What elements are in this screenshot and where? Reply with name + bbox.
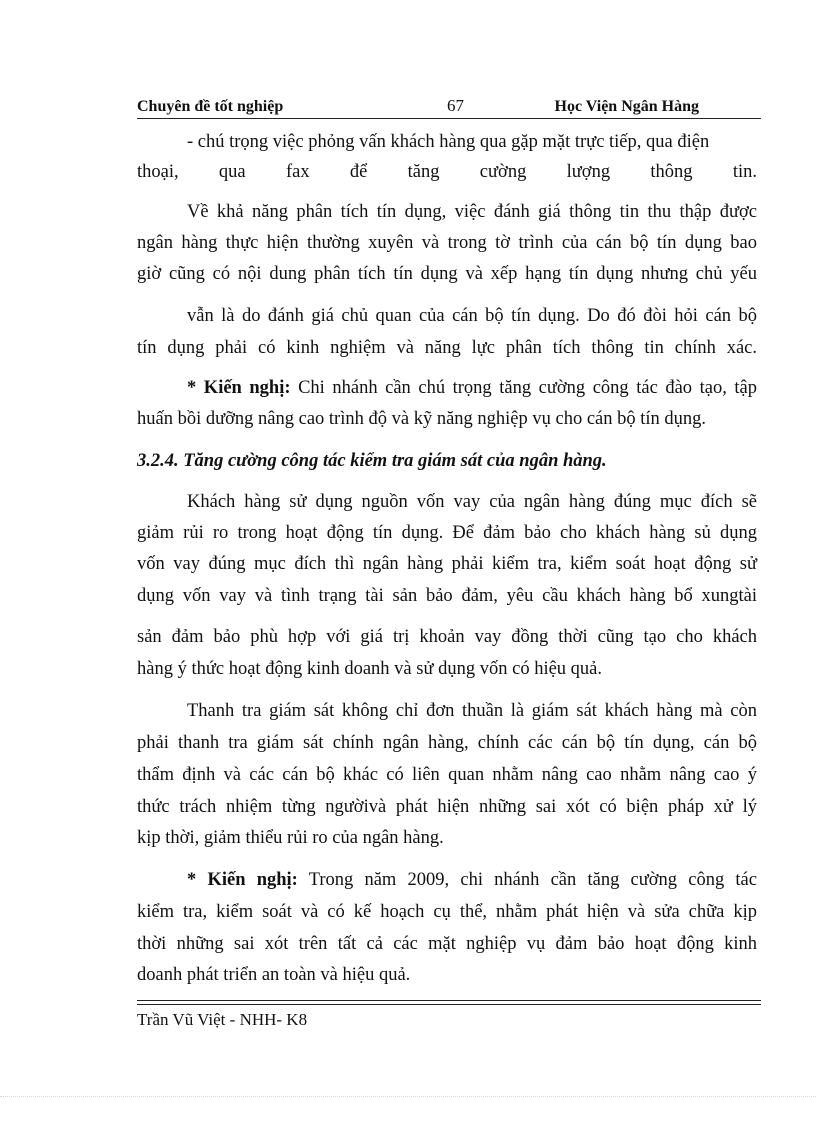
footer-rule: [137, 1000, 761, 1001]
recommendation-label: * Kiến nghị:: [187, 870, 298, 890]
body-line: Thanh tra giám sát không chỉ đơn thuần là giám sát khách hàng mà còn: [187, 701, 757, 721]
body-line: kịp thời, giảm thiểu rủi ro của ngân hàng.: [137, 828, 444, 848]
body-line: vẫn là do đánh giá chủ quan của cán bộ tín dụng. Do đó đòi hỏi cán bộ: [187, 306, 757, 326]
recommendation-text: Trong năm 2009, chi nhánh cần tăng cường công tác: [297, 870, 757, 890]
body-line: dụng vốn vay và tình trạng tài sản bảo đảm, yêu cầu khách hàng bổ xungtài: [137, 586, 757, 606]
body-line: thời những sai xót trên tất cả các mặt nghiệp vụ đảm bảo hoạt động kinh: [137, 934, 757, 954]
body-line: giờ cũng có nội dung phân tích tín dụng và xếp hạng tín dụng nhưng chủ yếu: [137, 264, 757, 284]
footer-rule: [137, 1004, 761, 1005]
body-line: Khách hàng sử dụng nguồn vốn vay của ngân hàng đúng mục đích sẽ: [187, 492, 757, 512]
body-line: thoại, qua fax để tăng cường lượng thông tin.: [137, 162, 757, 182]
header-title: Chuyên đề tốt nghiệp: [137, 98, 284, 115]
body-line: - chú trọng việc phỏng vấn khách hàng qua gặp mặt trực tiếp, qua điện: [187, 132, 710, 152]
body-line: thẩm định và các cán bộ khác có liên quan nhằm nâng cao nhằm nâng cao ý: [137, 765, 757, 785]
body-line: Về khả năng phân tích tín dụng, việc đánh giá thông tin thu thập được: [187, 202, 757, 222]
page-number: 67: [447, 96, 464, 115]
body-line: hàng ý thức hoạt động kinh doanh và sử dụng vốn có hiệu quả.: [137, 659, 603, 679]
header-rule: [137, 118, 761, 119]
body-line: kiểm tra, kiểm soát và có kế hoạch cụ thể, nhằm phát hiện và sửa chữa kịp: [137, 902, 757, 922]
recommendation-label: * Kiến nghị:: [187, 378, 291, 398]
body-line: tín dụng phải có kinh nghiệm và năng lực phân tích thông tin chính xác.: [137, 338, 757, 358]
body-line: thức trách nhiệm từng ngườivà phát hiện những sai xót có biện pháp xử lý: [137, 797, 757, 817]
page-bottom-border: [0, 1096, 816, 1097]
page-header: [137, 96, 761, 120]
body-line: huấn bồi dưỡng nâng cao trình độ và kỹ năng nghiệp vụ cho cán bộ tín dụng.: [137, 409, 707, 429]
section-heading: 3.2.4. Tăng cường công tác kiểm tra giám sát của ngân hàng.: [137, 451, 607, 471]
recommendation-line: [187, 376, 757, 400]
body-line: phải thanh tra giám sát chính ngân hàng, chính các cán bộ tín dụng, cán bộ: [137, 733, 757, 753]
recommendation-text: Chi nhánh cần chú trọng tăng cường công tác đào tạo, tập: [290, 378, 757, 398]
recommendation-line: [187, 868, 757, 892]
body-line: doanh phát triển an toàn và hiệu quả.: [137, 965, 411, 985]
body-line: ngân hàng thực hiện thường xuyên và trong tờ trình của cán bộ tín dụng bao: [137, 233, 757, 253]
body-line: vốn vay đúng mục đích thì ngân hàng phải kiểm tra, kiểm soát hoạt động sử: [137, 554, 757, 574]
header-institution: Học Viện Ngân Hàng: [554, 98, 699, 115]
body-line: sản đảm bảo phù hợp với giá trị khoản vay đồng thời cũng tạo cho khách: [137, 627, 757, 647]
footer-author: Trần Vũ Việt - NHH- K8: [137, 1010, 308, 1029]
body-line: giảm rủi ro trong hoạt động tín dụng. Để đảm bảo cho khách hàng sủ dụng: [137, 523, 757, 543]
